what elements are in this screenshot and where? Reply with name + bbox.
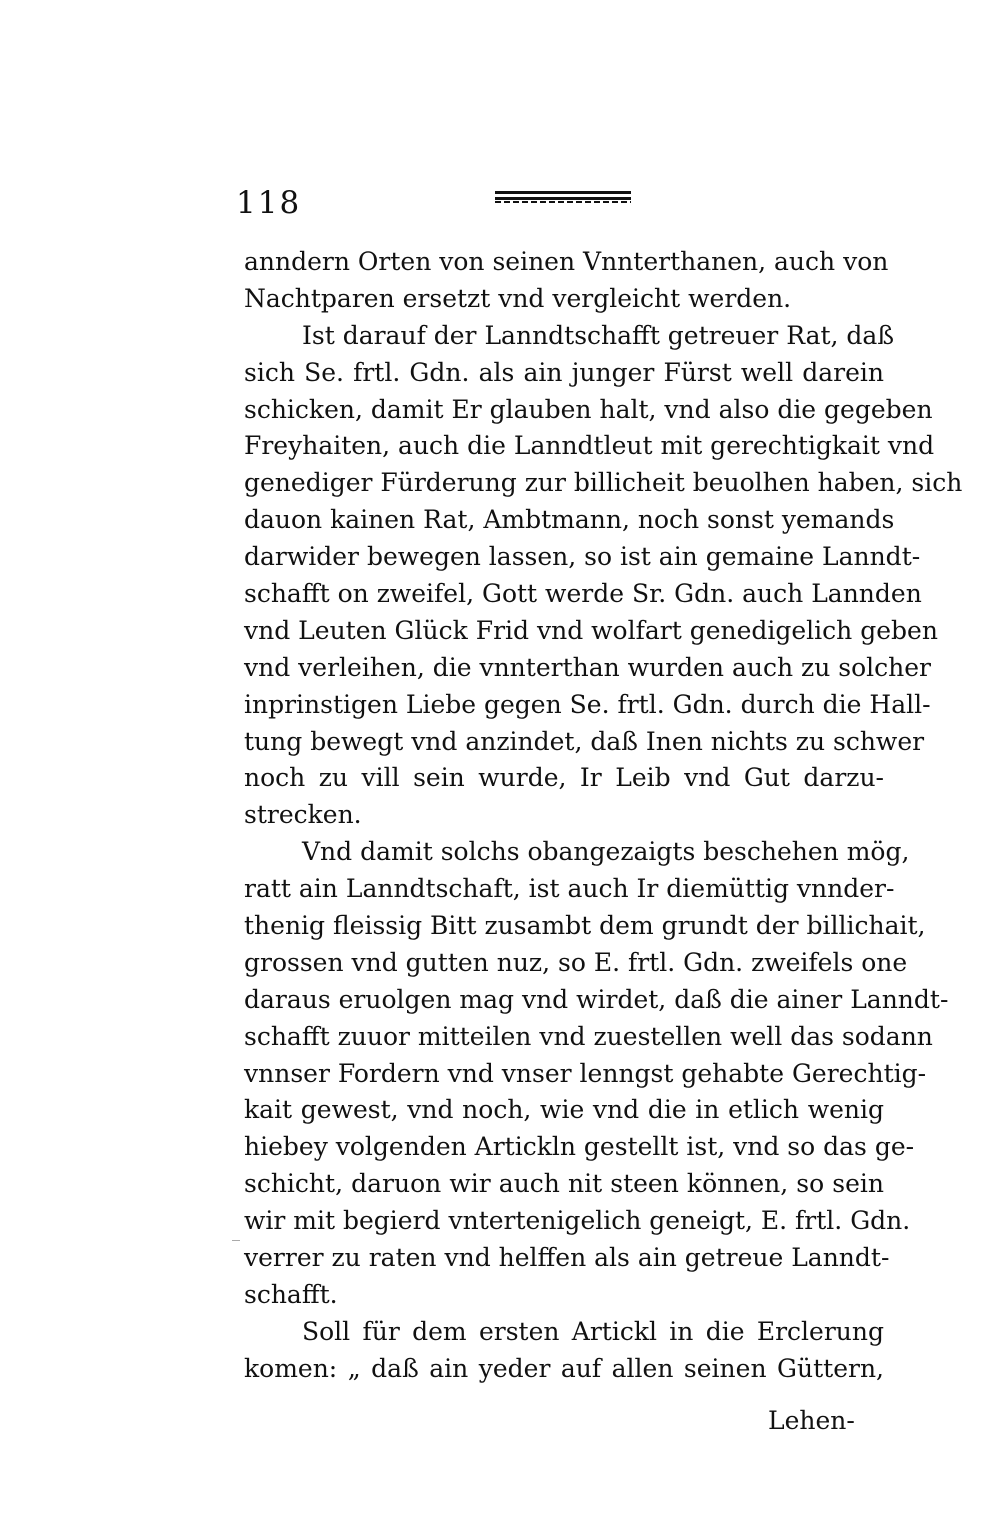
rule-line-middle: [495, 197, 631, 200]
text-line: grossen vnd gutten nuz, so E. frtl. Gdn. zweifels one: [244, 947, 908, 977]
body-text: [244, 244, 963, 1388]
catchword: Lehen-: [768, 1406, 855, 1435]
text-line: schafft on zweifel, Gott werde Sr. Gdn. auch Lannden: [244, 579, 922, 609]
text-line: verrer zu raten vnd helffen als ain getreue Lanndt-: [244, 1243, 890, 1273]
text-line: sich Se. frtl. Gdn. als ain junger Fürst well darein: [244, 357, 884, 387]
paragraph-first-line: Vnd damit solchs obangezaigts beschehen mög,: [302, 837, 910, 867]
text-line: genediger Fürderung zur billicheit beuolhen haben, sich: [244, 468, 963, 498]
text-line: ratt ain Lanndtschaft, ist auch Ir diemüttig vnnder-: [244, 874, 895, 904]
text-line: schicken, damit Er glauben halt, vnd also die gegeben: [244, 394, 933, 424]
header-ornament-rule: [495, 191, 631, 203]
text-line: schafft zuuor mitteilen vnd zuestellen well das sodann: [244, 1021, 933, 1051]
text-line: vnnser Fordern vnd vnser lenngst gehabte Gerechtig-: [244, 1058, 927, 1088]
paragraph-first-line: Ist darauf der Lanndtschafft getreuer Rat, daß: [302, 320, 895, 350]
text-line: darwider bewegen lassen, so ist ain gemaine Lanndt-: [244, 542, 921, 572]
text-line: hiebey volgenden Artickln gestellt ist, vnd so das ge-: [244, 1132, 915, 1162]
paragraph-first-line: Soll für dem ersten Artickl in die Erclerung: [302, 1316, 884, 1346]
text-line: thenig fleissig Bitt zusambt dem grundt der billichait,: [244, 911, 926, 941]
text-line: schafft.: [244, 1279, 338, 1309]
text-line: kait gewest, vnd noch, wie vnd die in etlich wenig: [244, 1095, 884, 1125]
text-line: tung bewegt vnd anzindet, daß Inen nichts zu schwer: [244, 726, 925, 756]
text-line: noch zu vill sein wurde, Ir Leib vnd Gut darzu-: [244, 763, 884, 793]
text-line: strecken.: [244, 800, 362, 830]
margin-mark: [232, 1240, 240, 1241]
text-line: inprinstigen Liebe gegen Se. frtl. Gdn. durch die Hall-: [244, 689, 931, 719]
text-line: wir mit begierd vntertenigelich geneigt, E. frtl. Gdn.: [244, 1206, 911, 1236]
text-line: komen: „ daß ain yeder auf allen seinen Güttern,: [244, 1353, 884, 1383]
text-line: dauon kainen Rat, Ambtmann, noch sonst yemands: [244, 505, 895, 535]
text-line: daraus eruolgen mag vnd wirdet, daß die ainer Lanndt-: [244, 984, 949, 1014]
rule-line-top: [495, 191, 631, 194]
page-number: 118: [236, 185, 302, 221]
text-line: anndern Orten von seinen Vnnterthanen, auch von: [244, 247, 889, 276]
text-line: vnd Leuten Glück Frid vnd wolfart genedigelich geben: [244, 615, 938, 645]
text-line: vnd verleihen, die vnnterthan wurden auch zu solcher: [244, 652, 931, 682]
text-line: schicht, daruon wir auch nit steen können, so sein: [244, 1169, 884, 1199]
text-line: Nachtparen ersetzt vnd vergleicht werden.: [244, 283, 792, 313]
rule-line-dashed: [495, 201, 631, 203]
text-line: Freyhaiten, auch die Lanndtleut mit gerechtigkait vnd: [244, 431, 935, 461]
